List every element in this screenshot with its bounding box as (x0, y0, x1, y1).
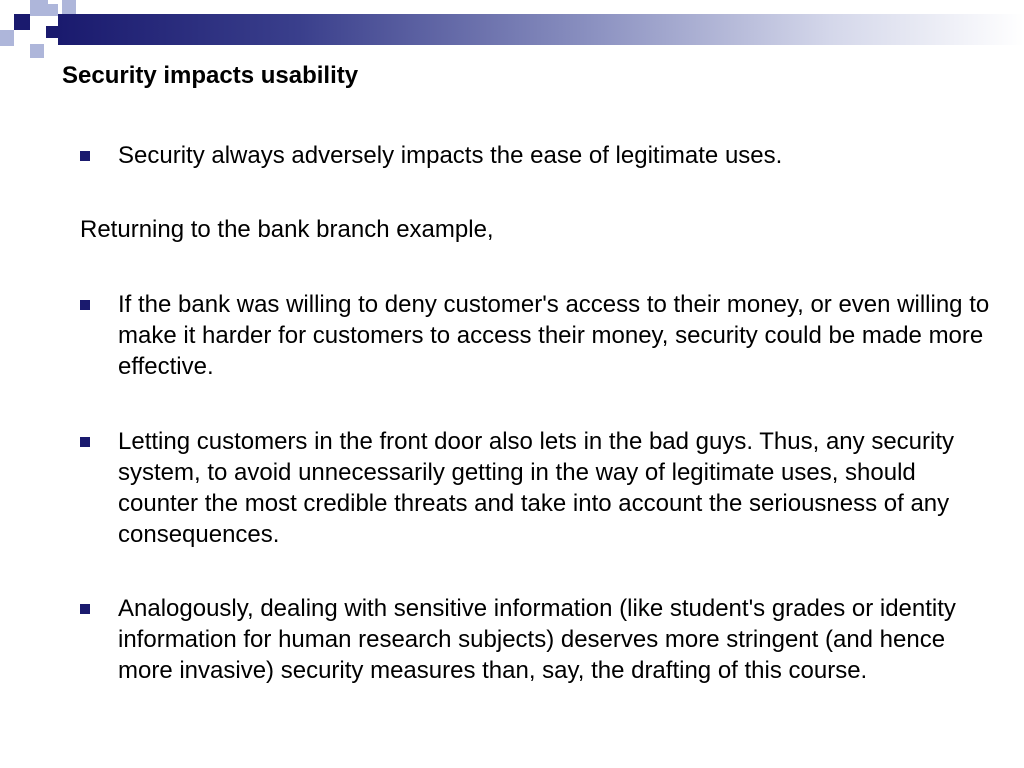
bullet-item (80, 140, 1000, 174)
square-bullet-icon (80, 437, 90, 447)
slide-title: Security impacts usability (62, 62, 359, 89)
bullet-item (80, 593, 1000, 719)
deco-square-icon (62, 0, 76, 14)
header-gradient-bar (58, 14, 1024, 45)
bullet-text: Security always adversely impacts the ease of legitimate uses. (118, 142, 783, 169)
bullet-text: Letting customers in the front door also lets in the bad guys. Thus, any security system, to avoid unnecessarily getting in the way of legitimate uses, should counter the most credible threats and take into account the seriousness of any consequences. (118, 428, 955, 548)
deco-square-icon (30, 44, 44, 58)
square-bullet-icon (80, 151, 90, 161)
square-bullet-icon (80, 300, 90, 310)
deco-square-icon (46, 26, 58, 38)
deco-square-icon (14, 14, 30, 30)
deco-square-icon (0, 30, 14, 46)
bullet-item (80, 289, 1000, 385)
bullet-text: If the bank was willing to deny customer's access to their money, or even willing to make it harder for customers to access their money, security could be made more effective. (118, 291, 990, 380)
square-bullet-icon (80, 604, 90, 614)
bullet-text: Analogously, dealing with sensitive information (like student's grades or identity information for human research subjects) deserves more stringent (and hence more invasive) security measures than, say, the drafting of this course. (118, 595, 956, 684)
bullet-item (80, 426, 1000, 552)
body-text: Returning to the bank branch example, (80, 216, 494, 243)
deco-square-icon (46, 4, 58, 16)
